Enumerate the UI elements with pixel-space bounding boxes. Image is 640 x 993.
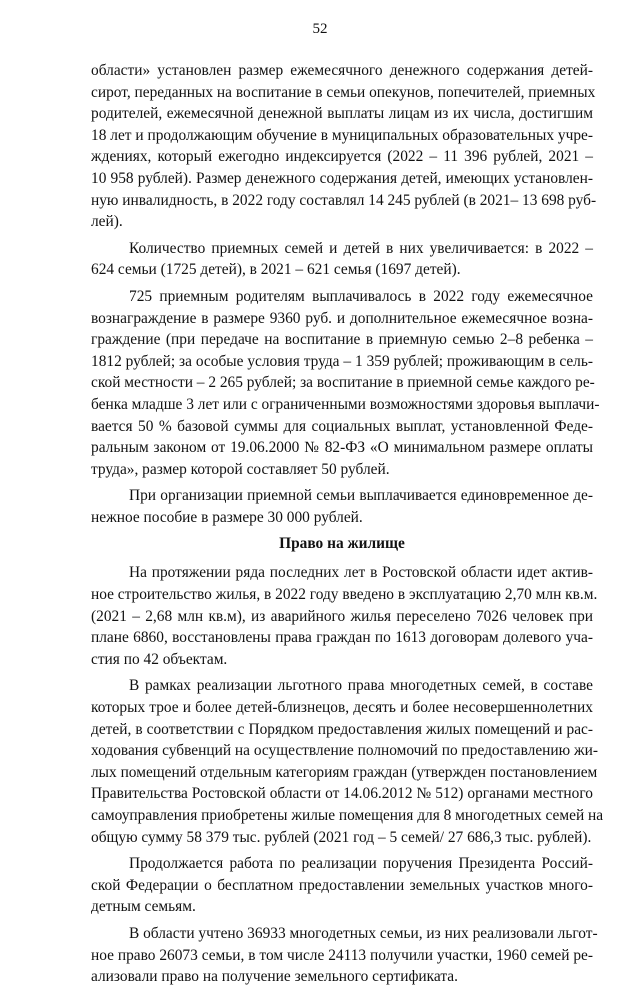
text-line: лей). bbox=[91, 213, 123, 231]
text-line: стия по 42 объектам. bbox=[91, 650, 228, 668]
text-line: При организации приемной семьи выплачивается единовременное де- bbox=[129, 487, 593, 505]
page-number: 52 bbox=[312, 21, 328, 37]
text-line: детей, в соответствии с Порядком предоставления жилых помещений и рас- bbox=[91, 720, 593, 738]
text-line: сирот, переданных на воспитание в семьи опекунов, попечителей, приемных bbox=[91, 83, 596, 101]
paragraph-foster-families-count bbox=[91, 238, 593, 281]
text-line: ное строительство жилья, в 2022 году введено в эксплуатацию 2,70 млн кв.м. bbox=[91, 586, 598, 604]
text-line: труда», размер которой составляет 50 рублей. bbox=[91, 460, 390, 478]
text-line: На протяжении ряда последних лет в Ростовской области идет актив- bbox=[129, 564, 593, 582]
text-line: Правительства Ростовской области от 14.06.2012 № 512) органами местного bbox=[91, 785, 593, 803]
text-line: Продолжается работа по реализации поручения Президента Россий- bbox=[129, 855, 593, 873]
text-line: ральным законом от 19.06.2000 № 82-ФЗ «О минимальном размере оплаты bbox=[91, 439, 593, 457]
text-line: бенка младше 3 лет или с ограниченными возможностями здоровья выплачи- bbox=[91, 395, 600, 413]
text-line: детным семьям. bbox=[91, 898, 196, 916]
paragraph-child-allowance bbox=[91, 60, 597, 233]
text-line: нежное пособие в размере 30 000 рублей. bbox=[91, 508, 363, 526]
text-line: ную инвалидность, в 2022 году составлял 14 245 рублей (в 2021– 13 698 руб- bbox=[91, 191, 597, 209]
paragraph-land-plots-order bbox=[91, 853, 593, 918]
text-line: вается 50 % базовой суммы для социальных выплат, установленной Феде- bbox=[91, 417, 593, 435]
section-heading: Право на жилище bbox=[279, 535, 405, 553]
paragraph-foster-parent-payments bbox=[91, 286, 600, 480]
text-line: ное право 26073 семьи, в том числе 24113 получили участки, 1960 семей ре- bbox=[91, 946, 593, 964]
text-line: ской Федерации о бесплатном предоставлении земельных участков много- bbox=[91, 876, 593, 894]
text-line: самоуправления приобретены жилые помещения для 8 многодетных семей на bbox=[91, 807, 604, 824]
text-line: которых трое и более детей-близнецов, десять и более несовершеннолетних bbox=[91, 699, 593, 717]
text-line: 18 лет и продолжающим обучение в муниципальных образовательных учре- bbox=[91, 126, 593, 144]
document-body bbox=[91, 60, 604, 993]
text-line: 624 семьи (1725 детей), в 2021 – 621 семья (1697 детей). bbox=[91, 261, 461, 279]
text-line: общую сумму 58 379 тыс. рублей (2021 год – 5 семей/ 27 686,3 тыс. рублей). bbox=[91, 828, 592, 846]
text-line: ализовали право на получение земельного сертификата. bbox=[91, 968, 458, 986]
text-line: вознаграждение в размере 9360 руб. и дополнительное ежемесячное возна- bbox=[91, 309, 593, 327]
text-line: родителей, ежемесячной денежной выплаты лицам из их числа, достигшим bbox=[91, 105, 593, 123]
text-line: В рамках реализации льготного права многодетных семей, в составе bbox=[129, 677, 593, 695]
text-line: ской местности – 2 265 рублей; за воспитание в приемной семье каждого ре- bbox=[91, 374, 595, 392]
text-line: Количество приемных семей и детей в них увеличивается: в 2022 – bbox=[129, 239, 593, 257]
text-line: плане 6860, восстановлены права граждан по 1613 договорам долевого уча- bbox=[91, 629, 593, 647]
paragraph-housing-construction bbox=[91, 562, 598, 670]
paragraph-lump-sum-benefit bbox=[91, 485, 593, 528]
text-line: граждение (при передаче на воспитание в приемную семью 2–8 ребенка – bbox=[91, 331, 593, 349]
text-line: лых помещений отдельным категориям граждан (утвержден постановлением bbox=[91, 763, 598, 781]
text-line: 725 приемным родителям выплачивалось в 2022 году ежемесячное bbox=[129, 287, 593, 305]
text-line: ходования субвенций на осуществление полномочий по предоставлению жи- bbox=[91, 742, 598, 760]
text-line: 1812 рублей; за особые условия труда – 1 359 рублей; проживающим в сель- bbox=[91, 352, 593, 370]
text-line: (2021 – 2,68 млн кв.м), из аварийного жилья переселено 7026 человек при bbox=[91, 607, 593, 625]
text-line: области» установлен размер ежемесячного денежного содержания детей- bbox=[91, 62, 593, 79]
paragraph-large-families-housing bbox=[91, 675, 604, 848]
text-line: 10 958 рублей). Размер денежного содержания детей, имеющих установлен- bbox=[91, 169, 593, 187]
text-line: В области учтено 36933 многодетных семьи, из них реализовали льгот- bbox=[129, 924, 598, 942]
paragraph-large-families-count bbox=[91, 923, 598, 988]
text-line: ждениях, который ежегодно индексируется (2022 – 11 396 рублей, 2021 – bbox=[91, 148, 593, 166]
